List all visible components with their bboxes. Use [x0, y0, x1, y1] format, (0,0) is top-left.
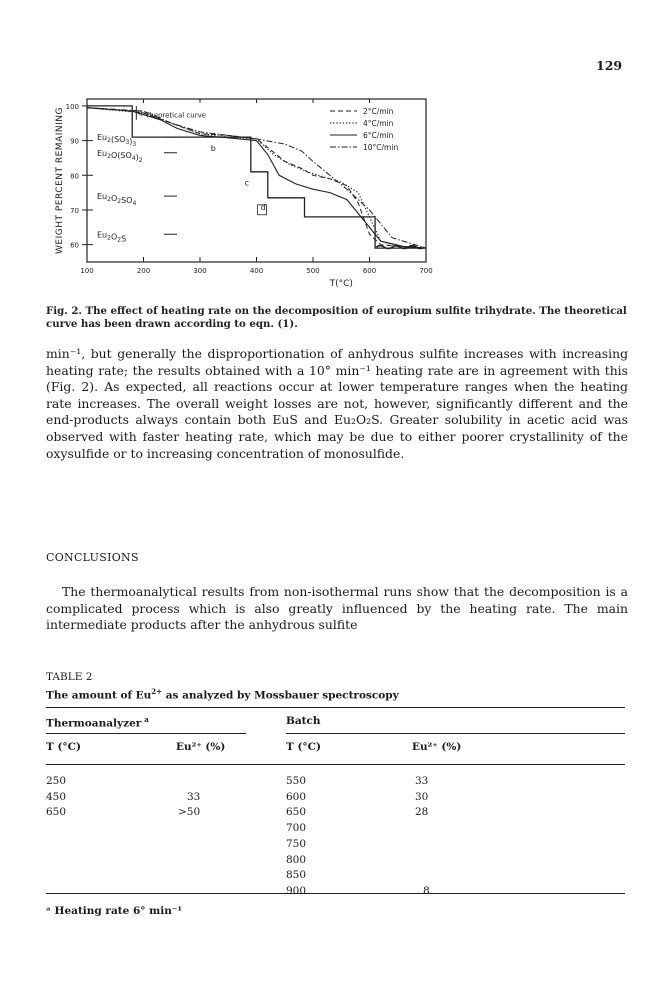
table-cell-batch-temp: 600	[286, 790, 307, 803]
chart-labels-layer	[55, 103, 433, 289]
table-cell-batch-temp: 800	[286, 853, 307, 866]
species-label-part: Eu	[97, 192, 108, 202]
table-cell-batch-temp: 850	[286, 869, 307, 882]
table-title-superscript: 2+	[151, 687, 163, 696]
table-title	[46, 687, 399, 702]
species-label-part: 3	[125, 139, 130, 147]
species-label-part: O	[110, 232, 118, 242]
table-bottom-rule	[46, 893, 625, 894]
table-label: TABLE 2	[46, 671, 93, 683]
species-label	[97, 192, 136, 207]
species-label-part: 2	[138, 156, 143, 164]
x-tick-label: 700	[419, 267, 433, 275]
table-cell-thermo-temp: 250	[46, 775, 67, 787]
table-col-header-batch-temp: T (°C)	[286, 741, 322, 753]
species-label-part: O(SO	[110, 150, 132, 160]
species-label-part: 2	[117, 198, 122, 206]
y-tick-label: 60	[70, 241, 79, 250]
curve-letter-c: c	[244, 178, 250, 188]
x-tick-label: 100	[80, 267, 94, 275]
table-cell-batch-eu: 33	[415, 775, 429, 787]
figure-caption: Fig. 2. The effect of heating rate on the decomposition of europium sulfite trihydrate. The theoretical curve has been drawn according to eqn. (1).	[46, 305, 627, 330]
species-label-part: 2	[107, 234, 111, 242]
table-group-header-batch: Batch	[286, 715, 321, 727]
species-label-part: Eu	[97, 133, 108, 143]
species-label	[97, 230, 126, 243]
species-label	[97, 133, 136, 148]
species-label-part: Eu	[97, 230, 108, 240]
species-label-part: 4	[132, 200, 137, 208]
legend-label: 4°C/min	[363, 119, 394, 128]
x-tick-label: 400	[249, 267, 264, 275]
x-axis-label: T(°C)	[329, 279, 353, 289]
species-label-part: 3	[132, 141, 137, 149]
table-title-text: The amount of Eu	[46, 689, 152, 702]
table-cell-batch-eu: 8	[423, 884, 430, 897]
legend-label: 6°C/min	[363, 131, 394, 140]
body-paragraph-2: The thermoanalytical results from non-isothermal runs show that the decomposition is a complicated process which is also greatly influenced by the heating rate. The main intermediate products after the anhydrous sulfite	[46, 584, 628, 633]
table-cell-thermo-temp: 450	[46, 790, 67, 803]
section-heading: CONCLUSIONS	[46, 551, 139, 564]
species-label-part: Eu	[97, 148, 108, 158]
table-cell-batch-temp: 700	[286, 822, 307, 835]
y-axis-label: WEIGHT PERCENT REMAINING	[55, 107, 65, 254]
species-label-part: (SO	[110, 135, 126, 145]
theoretical-curve-label: - Theoretical curve	[140, 111, 207, 120]
table-cell-batch-temp: 900	[286, 884, 307, 897]
table-header-rule	[46, 764, 625, 765]
y-tick-label: 70	[70, 206, 79, 215]
curve-letter-b: b	[210, 144, 216, 154]
species-label-part: O	[110, 194, 118, 204]
x-tick-label: 200	[136, 267, 151, 275]
table-group-header-thermo-text: Thermoanalyzer	[46, 717, 142, 730]
species-label-part: 2	[107, 196, 111, 204]
species-label-part: 4	[131, 154, 136, 162]
table-cell-batch-eu: 30	[415, 790, 429, 803]
species-label-part: 2	[107, 137, 111, 145]
table-cell-batch-temp: 650	[286, 806, 307, 819]
table-cell-thermo-temp: 650	[46, 806, 67, 819]
curve-letter-a: a	[137, 107, 143, 117]
table-group-header-thermo	[46, 715, 149, 730]
species-label-part: S	[121, 234, 127, 244]
species-label-part: SO	[121, 196, 133, 206]
species-label-part: 2	[107, 152, 111, 160]
table-group-rule-thermo	[46, 733, 246, 734]
y-tick-label: 100	[65, 102, 79, 111]
species-label-part: )	[129, 137, 133, 147]
table-col-header-thermo-temp: T (°C)	[46, 741, 82, 753]
body-paragraph-1: min⁻¹, but generally the disproportionation of anhydrous sulfite increases with increasing heating rate; the results obtained with a 10° min⁻¹ heating rate are in agreement with this (Fig. 2). As expected, all reactions occur at lower temperature ranges when the heating rate increases. The overall weight losses are not, however, significantly different and the end-products always contain both EuS and Eu₂O₂S. Greater solubility in acetic acid was observed with faster heating rate, which may be due to either poorer crystallinity of the oxysulfide or to increasing concentration of monosulfide.	[46, 346, 628, 461]
table-title-text-end: as analyzed by Mossbauer spectroscopy	[162, 689, 399, 702]
table-cell-thermo-eu: 33	[187, 790, 201, 803]
species-label-part: 2	[117, 236, 122, 244]
figure-chart	[40, 84, 630, 304]
table-cell-thermo-eu: >50	[178, 806, 201, 819]
table-cell-batch-eu: 28	[415, 806, 429, 819]
footnote-mark: a	[144, 715, 149, 724]
species-label	[97, 149, 143, 164]
table-cell-batch-temp: 750	[286, 837, 307, 850]
legend-label: 2°C/min	[363, 107, 394, 116]
table-col-header-thermo-eu: Eu²⁺ (%)	[176, 741, 226, 753]
table-col-header-batch-eu: Eu²⁺ (%)	[412, 741, 462, 753]
table-group-rule-batch	[286, 733, 625, 734]
x-tick-label: 300	[193, 267, 207, 275]
y-tick-label: 90	[70, 137, 79, 146]
page-number: 129	[596, 58, 623, 73]
legend-label: 10°C/min	[363, 143, 399, 152]
x-tick-label: 500	[306, 267, 320, 275]
curve-letter-d: d	[260, 202, 266, 212]
x-tick-label: 600	[362, 267, 377, 275]
table-cell-batch-temp: 550	[286, 775, 307, 787]
table-top-rule	[46, 707, 625, 708]
table-footnote: ᵃ Heating rate 6° min⁻¹	[46, 905, 183, 917]
y-tick-label: 80	[70, 172, 79, 181]
species-label-part: )	[135, 152, 139, 162]
